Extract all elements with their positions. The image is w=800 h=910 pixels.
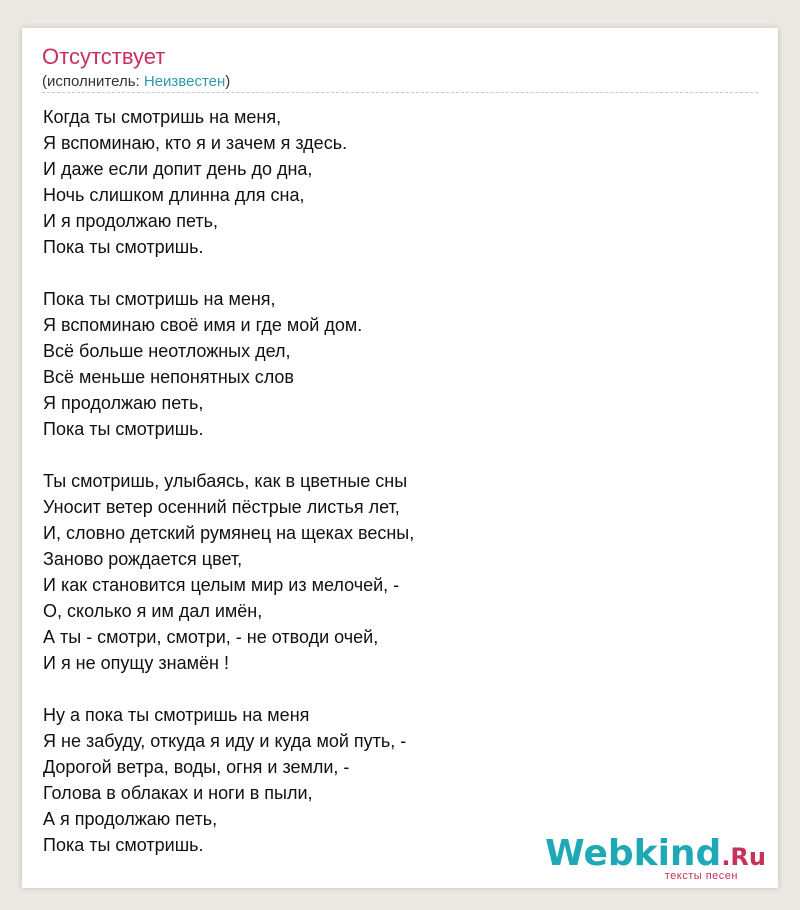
artist-prefix: (исполнитель: [42,73,144,90]
lyric-line: Пока ты смотришь. [43,237,204,257]
lyric-line: Дорогой ветра, воды, огня и земли, - [43,757,350,777]
lyric-line: Ну а пока ты смотришь на меня [43,705,310,725]
lyric-line: Пока ты смотришь. [43,835,204,855]
lyric-line: Пока ты смотришь. [43,419,204,439]
lyric-line: А ты - смотри, смотри, - не отводи очей, [43,627,379,647]
lyrics-card [22,28,778,888]
lyric-line: И, словно детский румянец на щеках весны, [43,523,415,543]
stanza [43,286,763,442]
lyric-line: Всё больше неотложных дел, [43,341,291,361]
lyric-line: Уносит ветер осенний пёстрые листья лет, [43,497,400,517]
lyric-line: Заново рождается цвет, [43,549,243,569]
lyric-line: И я продолжаю петь, [43,211,219,231]
artist-link[interactable]: Неизвестен [143,73,226,90]
stanza [43,104,763,260]
lyric-line: Я вспоминаю, кто я и зачем я здесь. [43,133,348,153]
logo-brand: Webkind [545,833,722,874]
artist-suffix: ) [225,73,231,90]
lyric-line: А я продолжаю петь, [43,809,218,829]
lyrics-body [43,104,763,884]
artist-line [42,72,230,92]
site-logo[interactable] [545,832,772,884]
lyric-line: И даже если допит день до дна, [43,159,313,179]
lyric-line: Пока ты смотришь на меня, [43,289,276,309]
lyric-line: О, сколько я им дал имён, [43,601,263,621]
lyric-line: Ночь слишком длинна для сна, [43,185,305,205]
lyric-line: Когда ты смотришь на меня, [43,107,282,127]
logo-tld: .Ru [721,843,766,871]
divider [42,92,758,93]
lyric-line: И как становится целым мир из мелочей, - [43,575,400,595]
lyric-line: Ты смотришь, улыбаясь, как в цветные сны [43,471,408,491]
song-title: Отсутствует [42,44,166,69]
lyric-line: Я продолжаю петь, [43,393,204,413]
lyric-line: Я не забуду, откуда я иду и куда мой путь, - [43,731,407,751]
logo-tagline: тексты песен [664,870,738,882]
lyric-line: И я не опущу знамён ! [43,653,229,673]
lyric-line: Я вспоминаю своё имя и где мой дом. [43,315,363,335]
lyric-line: Всё меньше непонятных слов [43,367,294,387]
lyric-line: Голова в облаках и ноги в пыли, [43,783,313,803]
stanza [43,468,763,676]
